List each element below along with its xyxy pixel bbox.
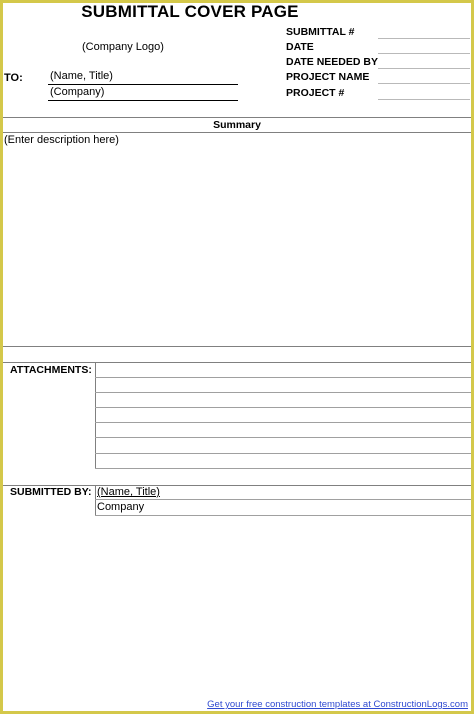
date-needed-field[interactable] (378, 68, 470, 69)
company-logo-placeholder[interactable]: (Company Logo) (82, 41, 164, 53)
recipient-name-field[interactable] (48, 70, 238, 85)
attachment-row-3[interactable] (95, 407, 471, 408)
recipient-name-text: (Name, Title) (50, 70, 113, 82)
date-field[interactable] (378, 53, 470, 54)
attachment-row-1[interactable] (95, 377, 471, 378)
attachments-top-divider (3, 362, 471, 363)
project-number-label: PROJECT # (286, 87, 345, 99)
attachment-row-5[interactable] (95, 437, 471, 438)
date-needed-label: DATE NEEDED BY (286, 56, 378, 68)
submitter-name-field[interactable]: (Name, Title) (97, 486, 160, 498)
submitted-row-divider (95, 499, 471, 500)
submitted-bottom-divider (95, 515, 471, 516)
to-label: TO: (4, 72, 23, 84)
summary-bottom-divider (3, 346, 471, 347)
project-name-field[interactable] (378, 83, 470, 84)
submitted-column-divider (95, 485, 96, 516)
recipient-company-text: (Company) (50, 86, 105, 98)
summary-heading: Summary (3, 117, 471, 133)
recipient-company-field[interactable] (48, 86, 238, 101)
attachment-row-2[interactable] (95, 392, 471, 393)
footer-templates-link[interactable]: Get your free construction templates at ConstructionLogs.com (207, 699, 468, 710)
attachments-label: ATTACHMENTS: (10, 364, 92, 376)
page-title: SUBMITTAL COVER PAGE (81, 2, 299, 21)
attachment-row-4[interactable] (95, 422, 471, 423)
submittal-number-label: SUBMITTAL # (286, 26, 355, 38)
submitted-by-label: SUBMITTED BY: (10, 486, 92, 498)
submittal-number-field[interactable] (378, 38, 470, 39)
attachment-row-7[interactable] (95, 468, 471, 469)
submitter-company-field[interactable]: Company (97, 501, 145, 513)
summary-description[interactable]: (Enter description here) (4, 134, 119, 146)
project-number-field[interactable] (378, 99, 470, 100)
attachment-row-6[interactable] (95, 453, 471, 454)
date-label: DATE (286, 41, 314, 53)
project-name-label: PROJECT NAME (286, 71, 370, 83)
